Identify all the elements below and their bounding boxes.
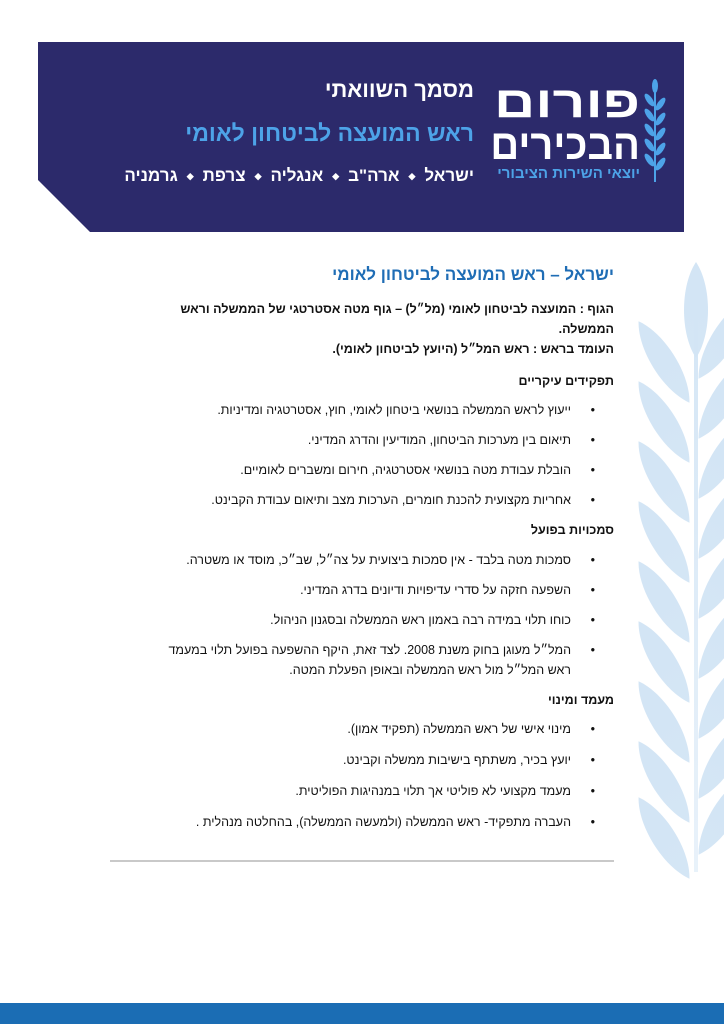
bullet-icon xyxy=(591,719,595,739)
bullet-icon xyxy=(591,580,595,600)
section-title: ישראל – ראש המועצה לביטחון לאומי xyxy=(332,265,614,284)
bullet-icon xyxy=(591,430,595,450)
list-item-text: השפעה חזקה על סדרי עדיפויות ודיונים בדרג המדיני. xyxy=(300,583,571,597)
list-item xyxy=(110,490,614,510)
diamond-separator-icon xyxy=(255,164,262,188)
list-item xyxy=(110,430,614,450)
logo-line-1: פורום xyxy=(494,78,640,127)
decorative-wheat-graphic xyxy=(600,262,724,888)
status-list xyxy=(110,719,614,832)
list-item xyxy=(110,610,614,630)
diamond-separator-icon xyxy=(187,164,194,188)
country-usa: ארה"ב xyxy=(348,166,400,185)
list-item xyxy=(110,640,614,680)
country-israel: ישראל xyxy=(424,166,474,185)
list-item-text: הובלת עבודת מטה בנושאי אסטרטגיה, חירום ומשברים לאומיים. xyxy=(240,463,571,477)
section-divider xyxy=(110,860,614,862)
bullet-icon xyxy=(591,460,595,480)
roles-list xyxy=(110,400,614,510)
powers-list xyxy=(110,550,614,680)
countries-list xyxy=(124,164,474,188)
list-item-text: ראש המל״ל מול ראש הממשלה ובאופן הפעלת המטה. xyxy=(289,663,571,677)
logo-tagline: יוצאי השירות הציבורי xyxy=(497,165,640,182)
list-item xyxy=(110,580,614,600)
list-item-text: העברה מתפקיד- ראש הממשלה (ולמעשה הממשלה), בהחלטה מנהלית . xyxy=(195,815,571,829)
bullet-icon xyxy=(591,400,595,420)
subsection-heading-roles: תפקידים עיקריים xyxy=(518,374,614,388)
bullet-icon xyxy=(591,640,595,660)
main-content xyxy=(110,262,614,832)
section-intro xyxy=(110,299,614,359)
list-item xyxy=(110,781,614,801)
wheat-leaves xyxy=(628,262,724,885)
wheat-icon xyxy=(643,78,667,184)
list-item-text: סמכות מטה בלבד - אין סמכות ביצועית על צה״ל, שב״כ, מוסד או משטרה. xyxy=(186,553,571,567)
logo-line-2: הבכירים xyxy=(490,121,640,168)
intro-line: העומד בראש : ראש המל״ל (היועץ לביטחון לאומי). xyxy=(332,342,614,356)
bullet-icon xyxy=(591,750,595,770)
list-item xyxy=(110,812,614,832)
country-germany: גרמניה xyxy=(124,166,178,185)
country-france: צרפת xyxy=(202,166,246,185)
list-item xyxy=(110,550,614,570)
bullet-icon xyxy=(591,781,595,801)
diamond-separator-icon xyxy=(332,164,339,188)
bullet-icon xyxy=(591,550,595,570)
bullet-icon xyxy=(591,490,595,510)
footer-bar xyxy=(0,1003,724,1024)
subsection-heading-powers: סמכויות בפועל xyxy=(530,523,614,537)
bullet-icon xyxy=(591,812,595,832)
list-item xyxy=(110,750,614,770)
intro-line: הגוף : המועצה לביטחון לאומי (מל״ל) – גוף מטה אסטרטגי של הממשלה וראש xyxy=(180,302,614,316)
list-item-text: תיאום בין מערכות הביטחון, המודיעין והדרג המדיני. xyxy=(307,433,571,447)
list-item xyxy=(110,400,614,420)
list-item-text: מעמד מקצועי לא פוליטי אך תלוי במנהיגות הפוליטית. xyxy=(295,784,571,798)
list-item-text: כוחו תלוי במידה רבה באמון ראש הממשלה ובסגנון הניהול. xyxy=(270,613,571,627)
list-item xyxy=(110,460,614,480)
wheat-stem xyxy=(694,306,698,872)
document-type-title: מסמך השוואתי xyxy=(324,77,474,102)
intro-line: הממשלה. xyxy=(558,322,614,336)
list-item-text: ייעוץ לראש הממשלה בנושאי ביטחון לאומי, חוץ, אסטרטגיה ומדיניות. xyxy=(217,403,571,417)
list-item-text: יועץ בכיר, משתתף בישיבות ממשלה וקבינט. xyxy=(342,753,571,767)
country-england: אנגליה xyxy=(270,166,324,185)
list-item xyxy=(110,719,614,739)
list-item-text: המל״ל מעוגן בחוק משנת 2008. לצד זאת, היקף ההשפעה בפועל תלוי במעמד xyxy=(168,643,571,657)
list-item-text: אחריות מקצועית להכנת חומרים, הערכות מצב ותיאום עבודת הקבינט. xyxy=(211,493,571,507)
diamond-separator-icon xyxy=(408,164,415,188)
bullet-icon xyxy=(591,610,595,630)
document-subject-title: ראש המועצה לביטחון לאומי xyxy=(185,120,474,146)
subsection-heading-status: מעמד ומינוי xyxy=(547,693,614,707)
list-item-text: מינוי אישי של ראש הממשלה (תפקיד אמון). xyxy=(347,722,571,736)
